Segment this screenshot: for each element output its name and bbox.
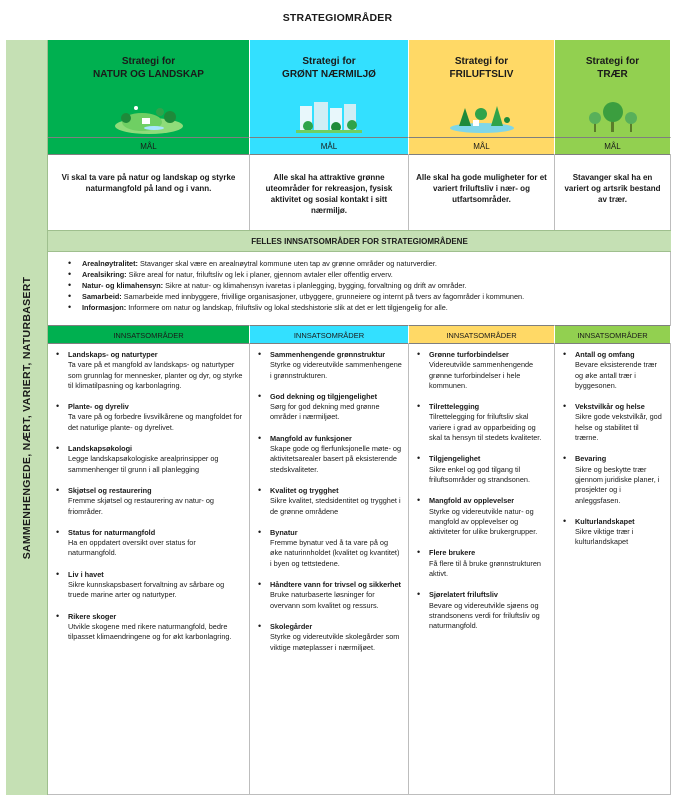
innsats-item-text: Fremme skjøtsel og restaurering av natur- og friområder.: [68, 496, 214, 516]
felles-item-label: Arealnøytralitet:: [82, 259, 138, 268]
innsats-item: [563, 454, 664, 505]
innsats-heading: INNSATSOMRÅDER: [409, 325, 555, 344]
innsats-item-text: Fremme bynatur ved å ta vare på og øke naturinnholdet (kvalitet og kvantitet) i byen og tettstedene.: [270, 538, 400, 568]
strategy-title: Strategi for: [302, 56, 356, 67]
innsats-item-text: Styrke og videreutvikle sammenhengene i grønnstrukturen.: [270, 360, 402, 380]
outdoor-illustration-icon: [445, 100, 519, 134]
innsats-item-text: Sikre kunnskapsbasert forvaltning av sårbare og truede marine arter og naturtyper.: [68, 580, 225, 600]
mal-label: MÅL: [250, 137, 409, 155]
innsats-item: [56, 486, 243, 517]
strategy-subtitle: GRØNT NÆRMILJØ: [282, 69, 376, 80]
strategy-header-gront: [250, 40, 409, 137]
felles-item: [68, 302, 668, 313]
innsats-item: [417, 402, 548, 443]
strategy-subtitle: FRILUFTSLIV: [449, 69, 514, 80]
innsats-item: [56, 570, 243, 601]
innsats-item: [417, 496, 548, 537]
innsats-item: [56, 612, 243, 643]
innsats-list: [563, 350, 664, 548]
city-green-illustration-icon: [292, 100, 366, 134]
innsats-item-title: • Liv i havet: [68, 569, 104, 579]
innsats-item: [563, 350, 664, 391]
innsats-item-title: • Skjøtsel og restaurering: [68, 485, 152, 495]
innsats-item-text: Skape gode og flerfunksjonelle møte- og aktivitetsarealer basert på eksisterende stedskvaliteter.: [270, 444, 402, 474]
felles-item: [68, 280, 668, 291]
innsats-heading: INNSATSOMRÅDER: [250, 325, 409, 344]
felles-item-text: Informere om natur og landskap, friluftsliv og lokal stedshistorie slik at det er lett tilgjengelig for alle.: [126, 303, 448, 312]
innsats-column-gront: [250, 344, 409, 795]
innsats-item-text: Bevare eksisterende trær og øke antall trær i byggesonen.: [575, 360, 657, 390]
innsats-item-text: Styrke og videreutvikle skolegårder som viktige møteplasser i nærmiljøet.: [270, 632, 400, 652]
felles-list: [68, 258, 668, 313]
innsats-item-title: • Bynatur: [270, 527, 298, 537]
landscape-illustration-icon: [112, 100, 186, 134]
innsats-item-text: Utvikle skogene med rikere naturmangfold, bedre tilpasset klimaendringene og for økt karbonlagring.: [68, 621, 232, 642]
innsats-item-title: • Grønne turforbindelser: [429, 350, 509, 359]
innsats-item-title: • Tilgjengelighet: [429, 454, 481, 464]
innsats-column-friluft: [409, 344, 555, 795]
innsats-item-text: Sikre enkel og god tilgang til friluftsområder og strandsonen.: [429, 464, 530, 484]
innsats-item-text: Videreutvikle sammenhengende grønne turforbindelser i hele kommunen.: [429, 360, 534, 390]
mal-label: MÅL: [409, 137, 555, 155]
trees-illustration-icon: [576, 100, 650, 134]
felles-item-text: Sikre areal for natur, friluftsliv og lek i planer, gjennom avtaler eller offentlig erverv.: [126, 270, 393, 279]
innsats-item-title: • Sammenhengende grønnstruktur: [270, 350, 386, 359]
innsats-item-text: Sørg for god dekning med grønne områder i nærmiljøet.: [270, 402, 380, 422]
innsats-item-title: • Håndtere vann for trivsel og sikkerhet: [270, 580, 401, 590]
innsats-item-title: • Mangfold av opplevelser: [429, 496, 515, 506]
strategy-header-traer: [555, 40, 671, 137]
innsats-item: [563, 402, 664, 443]
innsats-item-title: • Antall og omfang: [575, 350, 635, 359]
innsats-item: [258, 580, 402, 611]
felles-item-label: Natur- og klimahensyn:: [82, 281, 164, 290]
innsats-heading: INNSATSOMRÅDER: [48, 325, 250, 344]
mal-label: MÅL: [555, 137, 671, 155]
innsats-item: [258, 434, 402, 475]
goal-text: Alle skal ha attraktive grønne uteområder for rekreasjon, fysisk aktivitet og sosial kontakt i sitt nærmiljø.: [250, 155, 409, 230]
side-label: SAMMENHENGEDE, NÆRT, VARIERT, NATURBASERT: [20, 276, 33, 559]
felles-item-text: Samarbeide med innbyggere, frivillige organisasjoner, utbyggere, grunneiere og internt på tvers av fagområder i kommunen.: [121, 292, 525, 301]
innsats-item: [258, 528, 402, 569]
goal-text: Alle skal ha gode muligheter for et variert friluftsliv i nær- og utfartsområder.: [409, 155, 555, 230]
innsats-item-title: • Vekstvilkår og helse: [575, 402, 645, 412]
innsats-item-title: • Flere brukere: [429, 548, 476, 558]
innsats-item: [56, 402, 243, 433]
innsats-item-title: • Landskaps- og naturtyper: [68, 350, 158, 359]
innsats-list: [417, 350, 548, 632]
innsats-item-title: • Landskapsøkologi: [68, 444, 133, 454]
goal-text: Stavanger skal ha en variert og artsrik bestand av trær.: [555, 155, 671, 230]
innsats-item: [258, 392, 402, 423]
innsats-item-title: • Kvalitet og trygghet: [270, 485, 339, 495]
strategy-header-natur: [48, 40, 250, 137]
felles-item-label: Samarbeid:: [82, 292, 122, 301]
innsats-item: [258, 622, 402, 653]
innsats-item: [417, 590, 548, 631]
innsats-item-title: • Mangfold av funksjoner: [270, 433, 352, 443]
innsats-column-natur: [48, 344, 250, 795]
innsats-item-text: Tilrettelegging for friluftsliv skal variere i grad av opparbeiding og skal ta hensyn til stedets kvaliteter.: [429, 412, 542, 443]
innsats-item-title: • Bevaring: [575, 454, 607, 464]
innsats-column-traer: [555, 344, 671, 795]
innsats-item: [56, 350, 243, 391]
innsats-list: [258, 350, 402, 653]
innsats-item-text: Styrke og videreutvikle natur- og mangfold av opplevelser og aktiviteter for ulike brukergrupper.: [429, 506, 538, 537]
innsats-list: [56, 350, 243, 643]
innsats-item-text: Ta vare på og forbedre livsvilkårene og mangfoldet for det naturlige plante- og dyrelivet.: [68, 412, 243, 432]
innsats-item-title: • Rikere skoger: [68, 611, 117, 621]
felles-item-text: Sikre at natur- og klimahensyn ivaretas i planlegging, bygging, forvaltning og drift av områder.: [163, 281, 467, 290]
felles-item-label: Arealsikring:: [82, 270, 127, 279]
innsats-item-text: Bruke naturbaserte løsninger for overvann som kvalitet og ressurs.: [270, 590, 379, 610]
strategy-title: Strategi for: [454, 56, 509, 67]
strategy-subtitle: TRÆR: [597, 69, 628, 80]
mal-label: MÅL: [48, 137, 250, 155]
innsats-item-title: • Plante- og dyreliv: [68, 402, 129, 412]
innsats-item-text: Sikre kvalitet, stedsidentitet og trygghet i de grønne områdene: [270, 496, 401, 516]
page-title: STRATEGIOMRÅDER: [282, 12, 393, 24]
innsats-item-text: Ta vare på et mangfold av landskaps- og naturtyper som grunnlag for mennesker, planter og dyr, og styrke til klimatilpasning og karbonlagring.: [68, 360, 243, 390]
innsats-item: [417, 350, 548, 391]
innsats-item-text: Bevare og videreutvikle sjøens og strandsonens verdi for friluftsliv og naturmangfold.: [429, 600, 540, 631]
innsats-item-text: Få flere til å bruke grønnstrukturen aktivt.: [429, 558, 541, 579]
felles-item-label: Informasjon:: [82, 303, 127, 312]
felles-item: [68, 269, 668, 280]
innsats-item-text: Sikre gode vekstvilkår, god helse og stabilitet til trærne.: [575, 412, 662, 443]
goal-text: Vi skal ta vare på natur og landskap og styrke naturmangfold på land og i vann.: [48, 155, 250, 230]
innsats-item: [56, 528, 243, 559]
strategy-header-friluft: [409, 40, 555, 137]
strategy-title: Strategi for: [121, 56, 176, 67]
innsats-item-text: Legge landskapsøkologiske arealprinsipper og sammenhenger til grunn i all planlegging: [68, 454, 219, 474]
innsats-item-title: • Tilrettelegging: [429, 402, 480, 412]
innsats-item-title: • Skolegårder: [270, 621, 313, 631]
felles-item: [68, 291, 668, 302]
innsats-item-title: • Sjørelatert friluftsliv: [429, 590, 498, 600]
innsats-item-title: • Status for naturmangfold: [68, 527, 156, 537]
felles-heading: FELLES INNSATSOMRÅDER FOR STRATEGIOMRÅDENE: [48, 230, 671, 252]
innsats-item-text: Ha en oppdatert oversikt over status for naturmangfold.: [68, 538, 196, 558]
innsats-heading: INNSATSOMRÅDER: [555, 325, 671, 344]
strategy-subtitle: NATUR OG LANDSKAP: [93, 69, 204, 80]
innsats-item: [56, 444, 243, 475]
strategy-title: Strategi for: [585, 56, 640, 67]
innsats-item-text: Sikre viktige trær i kulturlandskapet: [575, 527, 634, 547]
innsats-item-title: • God dekning og tilgjengelighet: [270, 391, 378, 401]
innsats-item: [417, 548, 548, 579]
felles-item: [68, 258, 668, 269]
innsats-item-title: • Kulturlandskapet: [575, 516, 635, 526]
innsats-item: [417, 454, 548, 485]
innsats-item-text: Sikre og beskytte trær gjennom juridiske planer, i prosjekter og i anleggsfasen.: [575, 464, 660, 505]
innsats-item: [563, 517, 664, 548]
side-banner: [6, 40, 48, 795]
innsats-item: [258, 350, 402, 381]
felles-item-text: Stavanger skal være en arealnøytral kommune uten tap av grønne områder og naturverdier.: [137, 259, 437, 268]
innsats-item: [258, 486, 402, 517]
